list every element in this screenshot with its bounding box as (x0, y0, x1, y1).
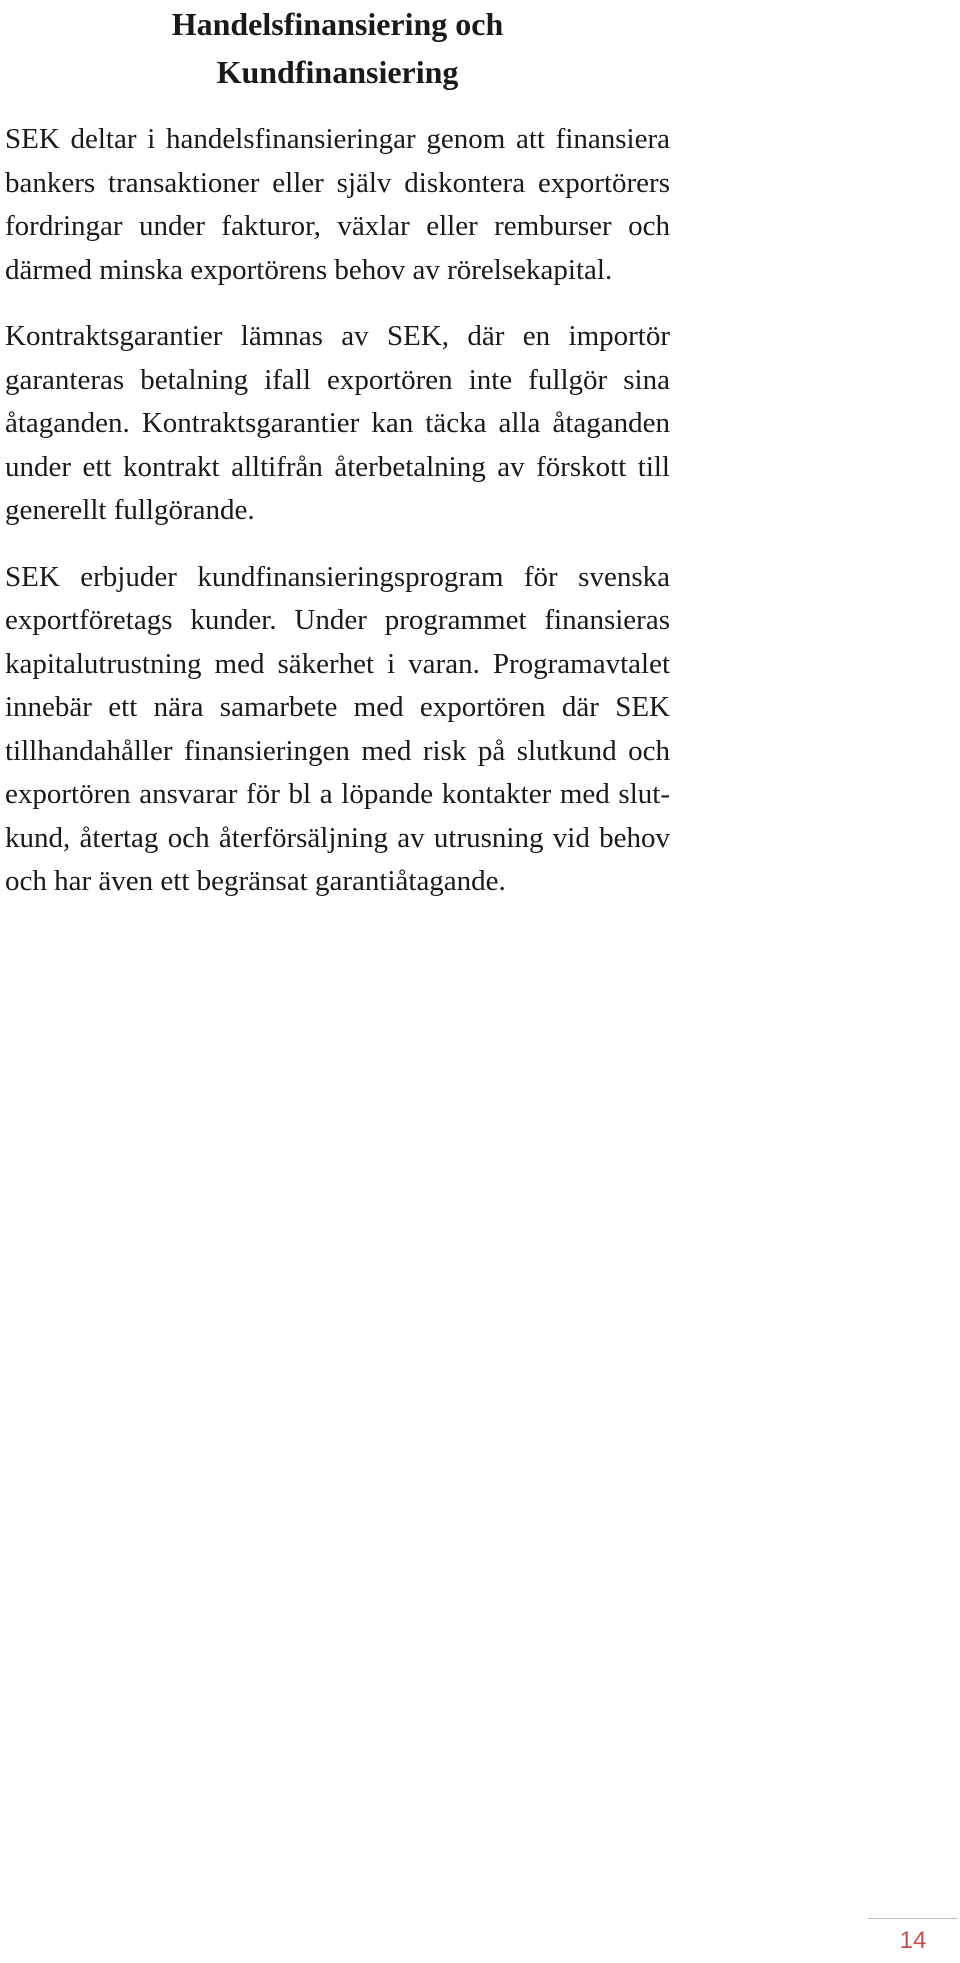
paragraph-contract-guarantees: Kontraktsgarantier lämnas av SEK, där en importör garanteras betalning ifall exportören inte fullgör sina åtaganden. Kontraktsgarantier kan täcka alla åtaganden under ett kontrakt alltifrån återbetalning av förskott till generellt fullgörande. (5, 320, 670, 526)
page-number: 14 (899, 1927, 927, 1954)
paragraph-customer-finance: SEK erbjuder kundfinansieringsprogram för svenska exportföretags kunder. Under programmet finansieras kapitalutrustning med säkerhet i varan. Programavtalet innebär ett nära samarbete med exportören där SEK tillhandahåller finansieringen med risk på slutkund och exportören ansvarar för bl a löpande kontakter med slutkund, återtag och återförsäljning av utrusning vid behov och har även ett begränsat garantiåtagande. (5, 560, 670, 897)
footer-divider (868, 1918, 958, 1919)
paragraph-trade-finance: SEK deltar i handelsfinansieringar genom att finansiera bankers transaktioner eller själv diskontera exportörers fordringar under fakturor, växlar eller remburser och därmed minska exportörens behov av rörelsekapital. (5, 123, 670, 286)
page-title-line-1: Handelsfinansiering och (171, 6, 504, 42)
page-title-line-2: Kundfinansiering (216, 54, 459, 90)
body-text (5, 118, 670, 927)
page-title (0, 0, 675, 96)
